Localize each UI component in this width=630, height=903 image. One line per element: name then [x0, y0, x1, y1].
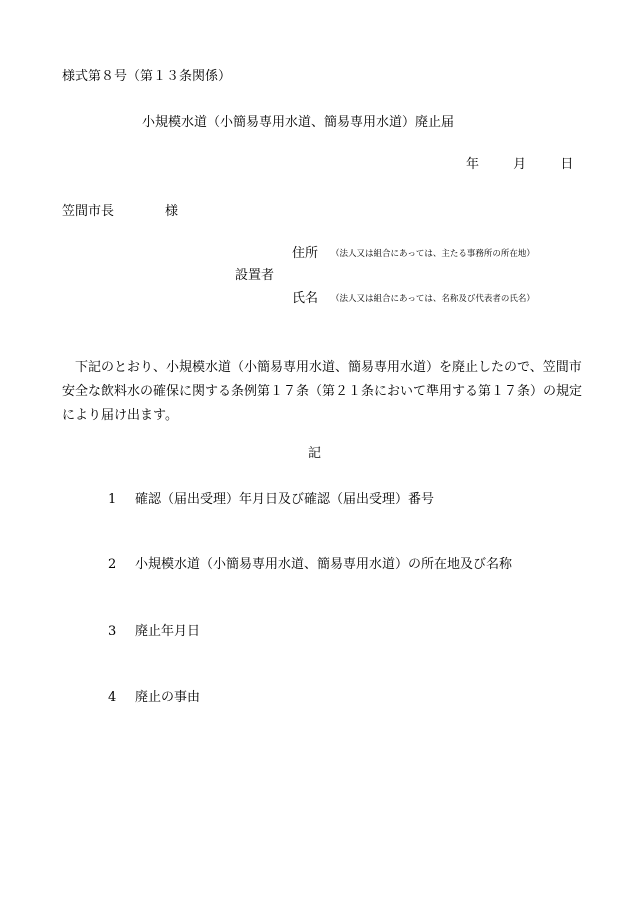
installer-label: 設置者 [235, 268, 275, 283]
date-year-label: 年 [466, 157, 480, 172]
addressee-honorific: 様 [165, 204, 179, 219]
list-item [108, 558, 512, 571]
form-number: 様式第８号（第１３条関係） [62, 69, 232, 84]
date-month-label: 月 [513, 157, 527, 172]
address-label: 住所 [292, 246, 319, 261]
addressee-name: 笠間市長 [62, 204, 115, 219]
item-number: 2 [108, 557, 117, 572]
body-paragraph: 下記のとおり、小規模水道（小簡易専用水道、簡易専用水道）を廃止したので、笠間市安全な飲料水の確保に関する条例第１７条（第２１条において準用する第１７条）の規定により届け出ます。 [62, 360, 583, 423]
address-note: （法人又は組合にあっては、主たる事務所の所在地） [331, 249, 535, 259]
item-number: 4 [108, 690, 117, 705]
ki-heading: 記 [308, 446, 322, 461]
name-note: （法人又は組合にあっては、名称及び代表者の氏名） [331, 294, 535, 304]
list-item [108, 625, 200, 638]
name-label: 氏名 [292, 291, 319, 306]
list-item [108, 493, 434, 506]
item-label: 廃止年月日 [135, 624, 201, 639]
date-line [466, 158, 573, 171]
date-day-label: 日 [560, 157, 574, 172]
item-label: 小規模水道（小簡易専用水道、簡易専用水道）の所在地及び名称 [135, 557, 513, 572]
item-number: 1 [108, 492, 117, 507]
list-item [108, 691, 200, 704]
document-title: 小規模水道（小簡易専用水道、簡易専用水道）廃止届 [142, 115, 455, 130]
item-label: 廃止の事由 [135, 690, 201, 705]
item-label: 確認（届出受理）年月日及び確認（届出受理）番号 [135, 492, 435, 507]
item-number: 3 [108, 624, 117, 639]
